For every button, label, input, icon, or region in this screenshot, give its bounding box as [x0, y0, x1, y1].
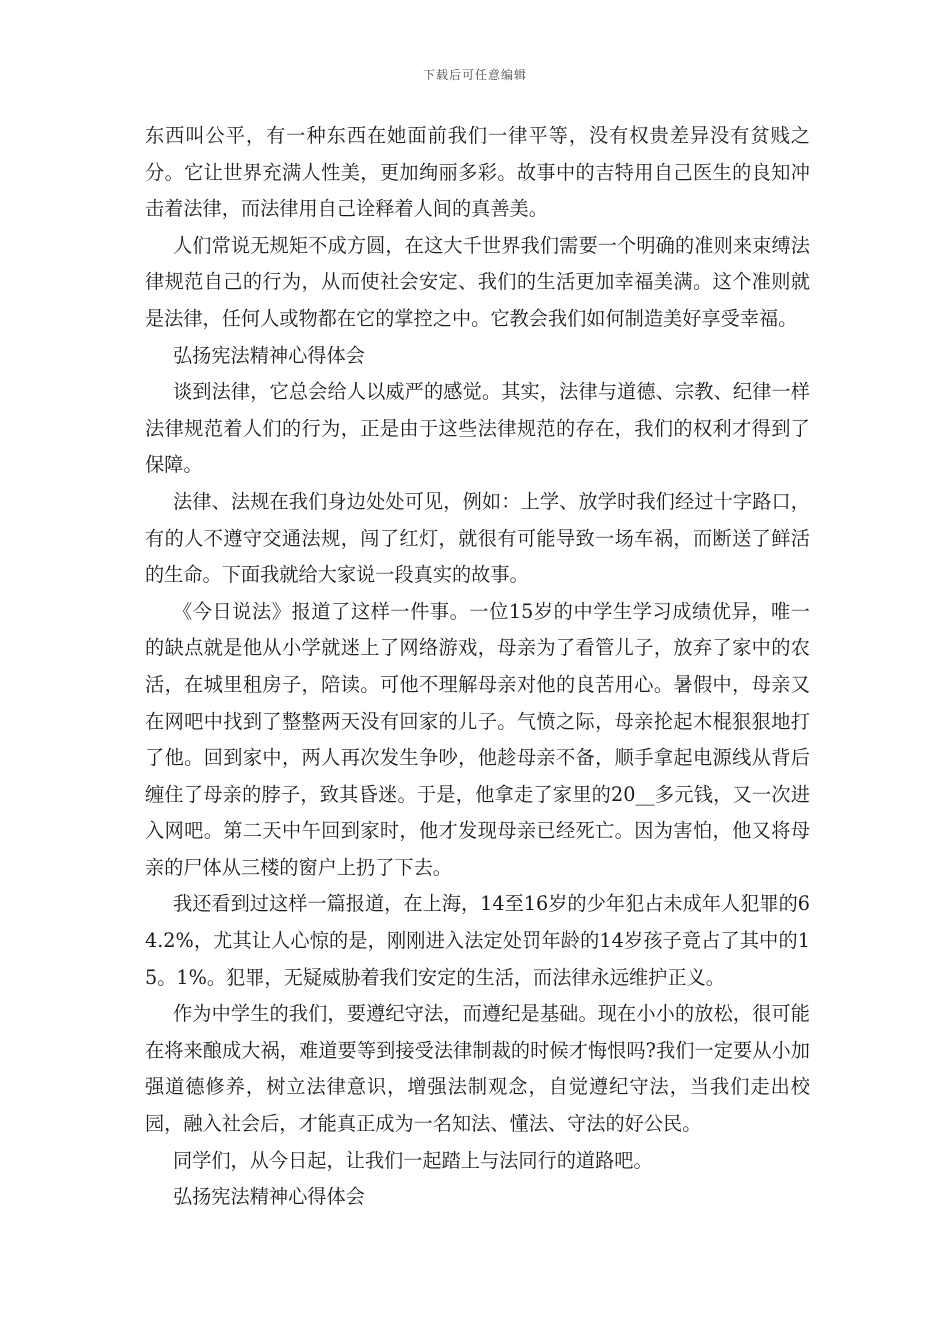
paragraph-5: 《今日说法》报道了这样一件事。一位15岁的中学生学习成绩优异，唯一的缺点就是他从小学就迷上了网络游戏，母亲为了看管儿子，放弃了家中的农活，在城里租房子，陪读。可他不理解母亲对他的良苦用心。暑假中，母亲又在网吧中找到了整整两天没有回家的儿子。气愤之际，母亲抡起木棍狠狠地打了他。回到家中，两人再次发生争吵，他趁母亲不备，顺手拿起电源线从背后缠住了母亲的脖子，致其昏迷。于是，他拿走了家里的20__多元钱，又一次进入网吧。第二天中午回到家时，他才发现母亲已经死亡。因为害怕，他又将母亲的尸体从三楼的窗户上扔了下去。: [145, 599, 810, 879]
section-title-1: 弘扬宪法精神心得体会: [173, 343, 365, 367]
paragraph-7: 作为中学生的我们，要遵纪守法，而遵纪是基础。现在小小的放松，很可能在将来酿成大祸，难道要等到接受法律制裁的时候才悔恨吗?我们一定要从小加强道德修养，树立法律意识，增强法制观念，自觉遵纪守法，当我们走出校园，融入社会后，才能真正成为一名知法、懂法、守法的好公民。: [145, 1002, 810, 1136]
paragraph-8: 同学们，从今日起，让我们一起踏上与法同行的道路吧。: [173, 1148, 653, 1172]
paragraph-3: 谈到法律，它总会给人以威严的感觉。其实，法律与道德、宗教、纪律一样法律规范着人们的行为，正是由于这些法律规范的存在，我们的权利才得到了保障。: [145, 380, 810, 477]
paragraph-4: 法律、法规在我们身边处处可见，例如：上学、放学时我们经过十字路口，有的人不遵守交通法规，闯了红灯，就很有可能导致一场车祸，而断送了鲜活的生命。下面我就给大家说一段真实的故事。: [145, 489, 810, 587]
section-title-2: 弘扬宪法精神心得体会: [173, 1185, 365, 1209]
page-header-note: 下载后可任意编辑: [422, 68, 527, 82]
paragraph-2: 人们常说无规矩不成方圆，在这大千世界我们需要一个明确的准则来束缚法律规范自己的行为，从而使社会安定、我们的生活更加幸福美满。这个准则就是法律，任何人或物都在它的掌控之中。它教会我们如何制造美好享受幸福。: [145, 233, 810, 330]
paragraph-6: 我还看到过这样一篇报道，在上海，14至16岁的少年犯占未成年人犯罪的64.2%，尤其让人心惊的是，刚刚进入法定处罚年龄的14岁孩子竟占了其中的15。1%。犯罪，无疑威胁着我们安定的生活，而法律永远维护正义。: [145, 892, 810, 989]
paragraph-1: 东西叫公平，有一种东西在她面前我们一律平等，没有权贵差异没有贫贱之分。它让世界充满人性美，更加绚丽多彩。故事中的吉特用自己医生的良知冲击着法律，而法律用自己诠释着人间的真善美。: [145, 124, 810, 221]
document-body: [145, 118, 810, 1216]
